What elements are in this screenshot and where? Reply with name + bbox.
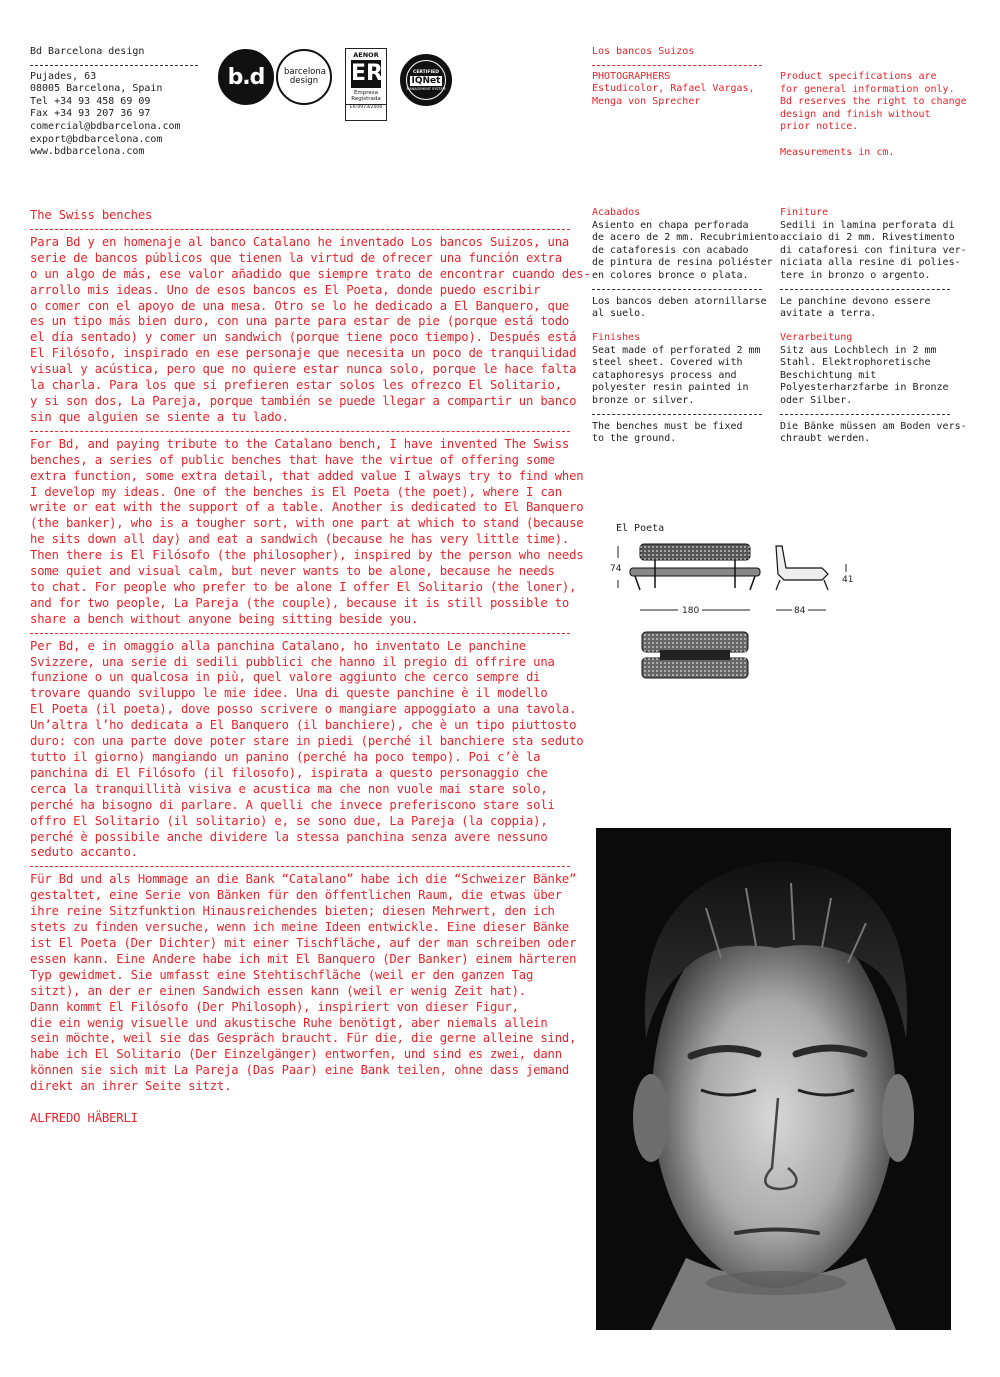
text-line: Then there is El Filósofo (the philosopher), inspired by the person who needs [30,548,584,563]
text-line: es un tipo más bien duro, con una parte para estar de pie (porque está todo [30,314,570,329]
disclaimer-line: Product specifications are [780,71,937,82]
spec-note-line: avitate a terra. [780,308,877,320]
text-line: serie de bancos públicos que tienen la virtud de ofrecer una función extra [30,250,562,265]
measurements-note: Measurements in cm. [780,146,895,158]
spec-verarbeitung [780,332,967,446]
text-line: El Poeta (il poeta), dove posso scrivere o mangiare appoggiato a una tavola. [30,702,577,717]
disclaimer-line: for general information only. [780,83,955,95]
spec-note-line: to the ground. [592,433,677,445]
iqnet-ring [406,60,446,100]
text-line: o un algo de más, ese valor añadido que siempre trato de encontrar cuando des- [30,266,591,281]
text-line: extra function, some extra detail, that added value I always try to find when [30,468,584,483]
spec-line: Sitz aus Lochblech in 2 mm [780,344,937,356]
text-line: write or eat with the support of a table. Another is dedicated to El Banquero [30,500,584,515]
spec-line: bronze or silver. [592,394,695,406]
disclaimer-line: Bd reserves the right to change [780,96,967,108]
spec-acabados [592,207,779,321]
table-top-pattern [640,544,750,560]
spec-note [592,295,767,321]
text-line: cerca la tranquillità visiva e acustica ma che non vuole mai stare solo, [30,781,548,796]
disclaimer-line: design and finish without [780,108,931,120]
spec-line: polyester resin painted in [592,382,749,394]
divider [30,65,198,66]
divider [30,229,570,230]
address-line: export@bdbarcelona.com [30,133,163,145]
spec-note [780,296,960,321]
designer-portrait-photo [596,828,951,1330]
photographer-line: Estudicolor, Rafael Vargas, [592,83,755,95]
disclaimer [780,71,980,159]
address-line: Pujades, 63 [30,70,97,82]
spec-text [592,345,764,408]
text-line: some quiet and visual calm, but never wants to be alone, because he needs [30,564,555,579]
text-line: sin que alguien se siente a tu lado. [30,409,289,424]
product-name: Los bancos Suizos [592,46,695,57]
text-line: stets zu finden versuche, wenn ich meine Ideen entwickle. Eine dieser Bänke [30,920,570,935]
divider [30,866,570,867]
spec-finiture [780,207,967,321]
barcelona-design-logo [276,49,332,105]
spec-note-line: Los bancos deben atornillarse [592,295,767,307]
spec-note-line: The benches must be fixed [592,420,743,432]
spec-text [780,219,967,283]
spec-title: Finiture [780,207,829,218]
drawing-title: El Poeta [616,523,665,534]
author-name: ALFREDO HÄBERLI [30,1111,138,1126]
address-line: Tel +34 93 458 69 09 [30,95,151,107]
portrait-illustration [596,828,951,1330]
disclaimer-line: prior notice. [780,121,859,133]
spec-title: Verarbeitung [780,332,853,343]
text-line: Typ gewidmet. Sie umfasst eine Stehtischfläche (weil er den ganzen Tag [30,967,534,982]
text-line: El Filósofo, inspirado en ese personaje que necesita un poco de tranquilidad [30,346,577,361]
iqnet-mark: IQNet [411,75,441,86]
text-line: arrollo mis ideas. Uno de esos bancos es El Poeta, donde puedo escribir [30,282,541,297]
aenor-sub2: Registrada [351,96,381,102]
spec-note-line: Le panchine devono essere [780,295,931,307]
spec-line: en colores bronce o plata. [592,269,749,281]
spec-line: niciata alla resine di polies- [780,257,961,269]
text-line: trovare quando sviluppo le mie idee. Una di queste panchine è il modello [30,686,548,701]
paragraph-spanish [30,234,591,426]
spec-line: Seat made of perforated 2 mm [592,344,761,356]
text-line: he sits down all day) and eat a sandwich (because he has very little time). [30,532,570,547]
company-address [30,71,200,159]
address-line: www.bdbarcelona.com [30,146,145,158]
dim-seat-label: 41 [842,575,854,585]
iqnet-top: CERTIFIED [413,69,439,75]
text-line: essen kann. Eine Andere habe ich mit El Banquero (Der Banker) einem härteren [30,951,577,966]
spec-text [780,345,960,408]
text-line: die ein wenig visuelle und akustische Ruhe benötigt, aber niemals allein [30,1015,548,1030]
text-line: können sie sich mit La Pareja (Das Paar) eine Bank teilen, ohne dass jemand [30,1063,570,1078]
text-line: Para Bd y en homenaje al banco Catalano he inventado Los bancos Suizos, una [30,234,570,249]
article [30,208,591,1127]
text-line: el día sentado) y comer un sandwich (porque tiene poco tiempo). Después está [30,330,577,345]
divider [592,289,762,290]
bd-logo [218,49,274,105]
text-line: sein möchte, weil sie das Gespräch braucht. Für die, die gerne alleine sind, [30,1031,577,1046]
text-line: la charla. Para los que si prefieren estar solos les ofrezco El Solitario, [30,378,562,393]
spec-title: Acabados [592,207,641,218]
text-line: panchina di El Filósofo (il filosofo), ispirata a questo personaggio che [30,765,548,780]
text-line: y si son dos, La Pareja, porque también se puede llegar a compartir un banco [30,393,577,408]
text-line: For Bd, and paying tribute to the Catalano bench, I have invented The Swiss [30,436,570,451]
text-line: ist El Poeta (Der Dichter) mit einer Tischfläche, auf der man schreiben oder [30,935,577,950]
product-info [592,46,764,108]
dim-width-label: 180 [682,606,700,616]
spec-note-line: chraubt werden. [780,433,871,445]
text-line: tutto il giorno) mangiando un panino (perché ha poco tempo). Poi c’è la [30,750,541,764]
text-line: Per Bd, e in omaggio alla panchina Catalano, ho inventato Le panchine [30,638,526,653]
text-line: perché è possibile anche dividere la stessa panchina senza avere nessuno [30,829,548,844]
divider [780,289,950,290]
divider [30,431,570,432]
iqnet-seal [400,54,452,106]
aenor-seal [345,48,387,121]
dim-depth-label: 84 [794,606,806,616]
spec-line: Stahl. Elektrophoretische [780,357,931,369]
text-line: perché ha bisogno di parlare. A quelli che invece preferiscono stare soli [30,797,555,812]
text-line: to chat. For people who prefer to be alone I offer El Solitario (the loner), [30,579,577,594]
text-line: and for two people, La Pareja (the couple), because it is still possible to [30,595,570,610]
bench-side-view [776,546,828,580]
spec-text [592,219,779,283]
dim-height-label: 74 [610,564,622,574]
divider [592,65,762,66]
spec-note [780,420,967,446]
spec-line: de pintura de resina poliéster [592,257,773,269]
disclaimer-text [780,71,980,134]
text-line: ihre reine Sitzfunktion Hinausreichendes bieten; diesen Mehrwert, den ich [30,904,555,919]
text-line: Dann kommt El Filósofo (Der Philosoph), inspiriert von dieser Figur, [30,999,519,1014]
text-line: gestaltet, eine Serie von Bänken für den öffentlichen Raum, die etwas über [30,888,562,903]
aenor-sub1: Empresa [353,90,379,96]
spec-title: Finishes [592,332,641,343]
spec-line: oder Silber. [780,394,853,406]
spec-line: acciaio di 2 mm. Rivestimento [780,232,955,244]
divider [780,414,950,415]
spec-line: de cataforesis con acabado [592,244,749,256]
photographers-label: PHOTOGRAPHERS [592,70,671,82]
text-line: habe ich El Solitario (Der Einzelgänger) entworfen, und sind es zwei, dann [30,1047,562,1062]
text-line: sitzt), an der er einen Sandwich essen kann (weil er wenig Zeit hat). [30,983,526,998]
photographers-list [592,83,764,108]
text-line: (the banker), who is a tougher sort, with one part at which to stand (because [30,516,584,531]
barcelona-design-logo-text: barcelona design [284,67,326,86]
spec-line: cataphoresys process and [592,369,737,381]
text-line: Für Bd und als Hommage an die Bank “Catalano” habe ich die “Schweizer Bänke” [30,872,577,887]
text-line: direkt an ihrer Seite sitzt. [30,1079,232,1094]
spec-note-line: al suelo. [592,308,647,320]
text-line: seduto accanto. [30,845,138,860]
address-line: comercial@bdbarcelona.com [30,120,181,132]
spec-line: Polyesterharzfarbe in Bronze [780,382,949,394]
bench-technical-drawing [600,538,870,688]
text-line: visual y acústica, pero que no quiere estar nunca solo, porque le hace falta [30,362,577,377]
text-line: offro El Solitario (il solitario) e, se sono due, La Pareja (la coppia), [30,813,548,828]
aenor-mark: ER [351,61,383,86]
text-line: benches, a series of public benches that have the virtue of offering some [30,452,555,467]
company-block [30,46,200,159]
text-line: duro: con una parte dove poter stare in piedi (perché il banchiere sta seduto [30,734,584,749]
spec-line: de acero de 2 mm. Recubrimiento [592,232,779,244]
text-line: I develop my ideas. One of the benches is El Poeta (the poet), where I can [30,484,562,499]
paragraph-italian [30,638,584,862]
text-line: Un’altra l’ho dedicata a El Banquero (il banchiere), che è un tipo piuttosto [30,718,577,733]
aenor-code: ER-0973/2006 [346,104,386,111]
photographer-line: Menga von Sprecher [592,95,701,107]
left-ear [633,1074,669,1162]
spec-line: steel sheet. Covered with [592,357,743,369]
divider [592,414,762,415]
text-line: share a bench without anyone being sitting beside you. [30,611,419,626]
top-view-table [660,650,730,660]
spec-line: di cataforesi con finitura ver- [780,244,967,256]
company-name: Bd Barcelona design [30,46,145,57]
article-title: The Swiss benches [30,208,153,222]
iqnet-bottom: MANAGEMENT SYSTEM [406,86,446,91]
paragraph-german [30,872,575,1095]
bd-logo-text: b.d [227,64,265,90]
address-line: Fax +34 93 207 36 97 [30,108,151,120]
spec-finishes [592,332,764,446]
text-line: o comer con el apoyo de una mesa. Otro se lo he dedicado a El Banquero, que [30,298,570,313]
spec-note [592,421,764,446]
spec-line: Sedili in lamina perforata di [780,219,955,231]
right-ear [882,1074,914,1162]
address-line: 08005 Barcelona, Spain [30,83,163,95]
text-line: Svizzere, una serie di sedili pubblici che hanno il pregio di offrire una [30,654,555,669]
spec-note-line: Die Bänke müssen am Boden vers- [780,420,967,432]
aenor-label: AENOR [353,51,379,59]
spec-line: Beschichtung mit [780,369,877,381]
text-line: funzione o un qualcosa in più, quel valore aggiunto che cerco sempre di [30,670,541,685]
divider [30,633,570,634]
paragraph-english [30,436,584,628]
seat-front [630,568,760,576]
spec-line: tere in bronzo o argento. [780,269,931,281]
spec-line: Asiento en chapa perforada [592,219,749,231]
